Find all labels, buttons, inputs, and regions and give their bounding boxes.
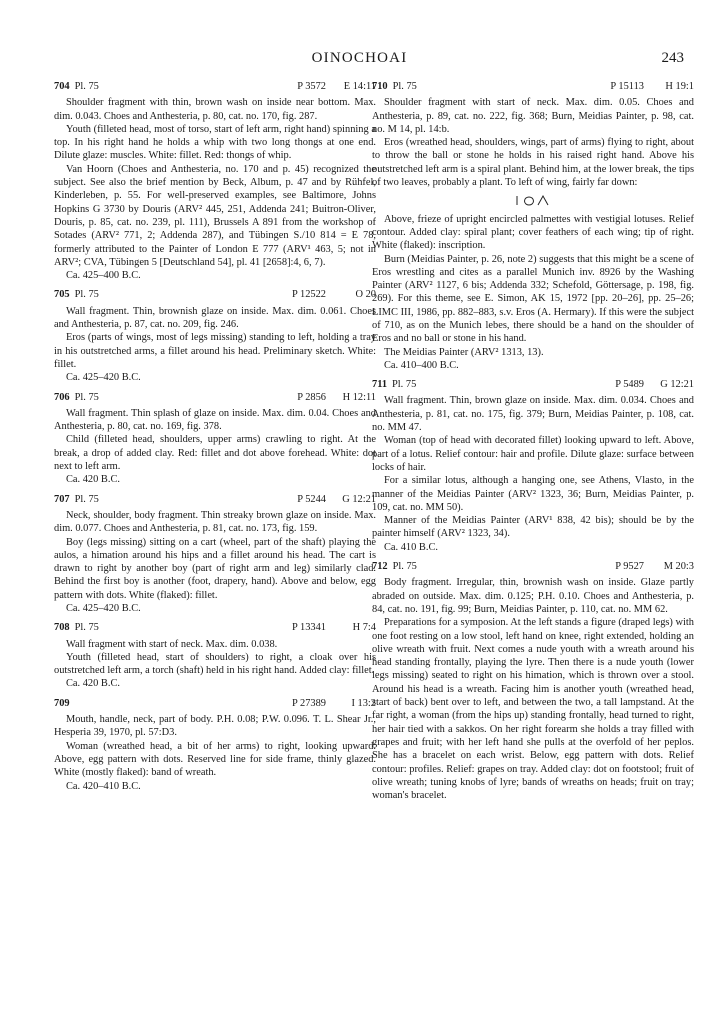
- entry-paragraph: Wall fragment. Thin, brownish glaze on inside. Max. dim. 0.061. Choes and Anthesteria, p. 87, cat. no. 209, fig. 246.: [54, 305, 376, 331]
- entry-date: Ca. 425–420 B.C.: [66, 372, 141, 384]
- entry-number: 712: [372, 561, 388, 573]
- catalog-entry-711: [372, 378, 694, 554]
- catalog-entry-706: [54, 391, 376, 487]
- entry-heading: [54, 80, 376, 93]
- entry-paragraph: Neck, shoulder, body fragment. Thin streaky brown glaze on inside. Max. dim. 0.077. Choes and Anthesteria, p. 81, cat. no. 173, fig. 159.: [54, 509, 376, 535]
- deposit-location: H 7:4: [352, 622, 376, 634]
- entry-paragraph: Preparations for a symposion. At the left stands a figure (draped legs) with one foot resting on a low stool, left hand on knee, right extended, holding an olive wreath with fruit. Next comes a nude youth with a wreath around his head standing frontally, playing the lyre. Then there is a nude youth (lower legs missing) seated to right on his himation, which is thrown over a stool. Around his head is a wreath. Facing him is another youth (wreathed head, start of back) bent over to left, and between the two, a tall lampstand. At the far right, a woman (from the hips up) standing frontally, head turned to right, her hair tied with a sakkos. On her right forearm she holds a tray filled with grapes and fruit; with her left hand she pulls at the overfold of her peplos. She has a bracelet on each wrist. Below, egg pattern with dots. Relief contour: profiles. Relief: grapes on tray. Added clay: dot on footstool; fruit of olive wreath; tuning knobs of lyre; bands of wreaths on heads; fruit on tray; woman's bracelet.: [372, 617, 694, 802]
- entry-paragraph: Youth (filleted head, start of shoulders) to right, a cloak over his outstretched left arm, a torch (shaft) held in his right hand. Added clay: fillet.: [54, 651, 376, 677]
- entry-paragraph: For a similar lotus, although a hanging one, see Athens, Vlasto, in the manner of the Meidias Painter (ARV² 1323, 36; Burn, Meidias Painter, p. 109, cat. no. MM 50).: [372, 475, 694, 513]
- entry-heading: [54, 391, 376, 404]
- entry-paragraph: Above, frieze of upright encircled palmettes with vestigial lotuses. Relief contour. Added clay: spiral plant; cover feathers of each wing; tip of right. White (flaked): inscription.: [372, 213, 694, 252]
- catalog-entry-704: [54, 80, 376, 282]
- right-column: [372, 80, 694, 808]
- plate-ref: Pl. 75: [74, 622, 99, 634]
- entry-number: 705: [54, 289, 70, 301]
- entry-paragraph: Burn (Meidias Painter, p. 26, note 2) suggests that this might be a scene of Eros wrestling and cites as a parallel Munich inv. 8926 by the Washing Painter (ARV² 1127, 6 bis; Addenda 332; Schefold, Göttersage, p. 198, fig. 269). For this theme, see E. Simon, AK 15, 1972 [pp. 20–26], pp. 25–26; LIMC III, 1986, pp. 882–883, s.v. Eros (A. Hermary). If this were the subject of 710, as on the Munich lebes, there should be a hand on the shoulder of Eros and no ball or stone in his hand.: [372, 253, 694, 345]
- inventory-number: P 12522: [292, 289, 326, 301]
- deposit-location: H 19:1: [665, 81, 694, 92]
- plate-ref: Pl. 75: [392, 561, 417, 573]
- entry-heading: [372, 560, 694, 573]
- entry-number: 704: [54, 81, 70, 92]
- entry-number: 710: [372, 81, 388, 92]
- inventory-number: P 15113: [610, 81, 644, 92]
- entry-paragraph: Youth (filleted head, most of torso, start of left arm, right hand) spinning a top. In his right hand he holds a whip with two long thongs at one end. Dilute glaze: muscles. White: fillet. Red: thongs of whip.: [54, 123, 376, 162]
- entry-number: 707: [54, 493, 70, 505]
- plate-ref: Pl. 75: [392, 379, 417, 391]
- entry-paragraph: Wall fragment. Thin, brown glaze on inside. Max. dim. 0.034. Choes and Anthesteria, p. 81, cat. no. 175, fig. 379; Burn, Meidias Painter, p. 108, cat. no. MM 47.: [372, 395, 694, 434]
- entry-paragraph: Wall fragment. Thin splash of glaze on inside. Max. dim. 0.04. Choes and Anthesteria, p. 80, cat. no. 169, fig. 378.: [54, 407, 376, 433]
- plate-ref: Pl. 75: [392, 81, 417, 92]
- deposit-location: E 14:11: [343, 81, 376, 92]
- entry-number: 709: [54, 697, 70, 709]
- running-title: OINOCHOAI: [311, 50, 408, 66]
- entry-date: Ca. 410 B.C.: [384, 541, 438, 553]
- inventory-number: P 3572: [297, 81, 326, 92]
- catalog-entry-710: [372, 80, 694, 372]
- catalog-entry-712: [372, 560, 694, 802]
- entry-date: Ca. 420 B.C.: [66, 474, 120, 486]
- entry-date: Ca. 420–410 B.C.: [66, 780, 141, 792]
- entry-heading: [54, 697, 376, 710]
- entry-paragraph: Eros (parts of wings, most of legs missing) standing to left, holding a tray in his outstretched arms, a fillet around his head. Preliminary sketch. White: fillet.: [54, 332, 376, 370]
- inventory-number: P 5489: [615, 379, 644, 391]
- deposit-location: G 12:21: [660, 379, 694, 391]
- entry-heading: [372, 80, 694, 93]
- entry-paragraph: Van Hoorn (Choes and Anthesteria, no. 170 and p. 45) recognized the subject. See also the brief mention by Beck, Album, p. 47 and by Rühfel, Kinderleben, p. 55. For well-preserved examples, see Baltimore, Johns Hopkins G 3730 by Douris (ARV² 445, 251, Addenda 241; Buitron-Oliver, Douris, p. 85, cat. no. 239, pl. 111), Brussels A 891 from the workshop of Sotades (ARV² 771, 2; Addenda 287), and Tübingen S./10 814 = E 78, formerly attributed to the Painter of London E 777 (ARV¹ 463, 5; not in ARV²; CVA, Tübingen 5 [Deutschland 54], pl. 41 [2658]:4, 6, 7).: [54, 163, 376, 268]
- deposit-location: O 20: [355, 289, 376, 301]
- inventory-number: P 27389: [292, 697, 326, 709]
- plate-ref: Pl. 75: [74, 81, 99, 92]
- entry-paragraph: Child (filleted head, shoulders, upper arms) crawling to right. At the break, a drop of added clay. Red: fillet and dot above forehead. White: dot next to left arm.: [54, 434, 376, 473]
- deposit-location: H 12:11: [342, 391, 376, 403]
- entry-paragraph: Wall fragment with start of neck. Max. dim. 0.038.: [66, 638, 278, 650]
- catalog-entry-705: [54, 288, 376, 384]
- left-column: [54, 80, 376, 799]
- inventory-number: P 9527: [615, 561, 644, 573]
- plate-ref: Pl. 75: [74, 391, 99, 403]
- plate-ref: Pl. 75: [74, 493, 99, 505]
- inventory-number: P 2856: [297, 391, 326, 403]
- page-number: 243: [661, 50, 684, 66]
- catalog-entry-707: [54, 493, 376, 616]
- plate-ref: Pl. 75: [74, 289, 99, 301]
- entry-date: Ca. 410–400 B.C.: [384, 359, 459, 371]
- entry-paragraph: Woman (top of head with decorated fillet) looking upward to left. Above, part of a lotus. Relief contour: hair and profile. Dilute glaze: surface between locks of hair.: [372, 435, 694, 473]
- inventory-number: P 13341: [292, 622, 326, 634]
- entry-paragraph: Shoulder fragment with thin, brown wash on inside near bottom. Max. dim. 0.043. Choes and Anthesteria, p. 80, cat. no. 170, fig. 287.: [54, 97, 376, 122]
- inscription-drawing: [372, 191, 694, 206]
- entry-heading: [54, 621, 376, 634]
- entry-paragraph: Shoulder fragment with start of neck. Max. dim. 0.05. Choes and Anthesteria, p. 89, cat. no. 222, fig. 368; Burn, Meidias Painter, p. 98, cat. no. M 14, pl. 14:b.: [372, 97, 694, 135]
- entry-date: Ca. 420 B.C.: [66, 678, 120, 690]
- entry-paragraph: Woman (wreathed head, a bit of her arms) to right, looking upward. Above, egg pattern with dots. Reserved line for side frame, thinly glazed. White (mostly flaked): band of wreath.: [54, 740, 376, 779]
- catalog-entry-708: [54, 621, 376, 690]
- entry-heading: [54, 288, 376, 301]
- entry-number: 708: [54, 622, 70, 634]
- entry-number: 706: [54, 391, 70, 403]
- entry-heading: [372, 378, 694, 391]
- entry-date: Ca. 425–420 B.C.: [66, 602, 141, 614]
- deposit-location: G 12:21: [342, 493, 376, 505]
- deposit-location: M 20:3: [663, 561, 694, 573]
- inventory-number: P 5244: [297, 493, 326, 505]
- entry-paragraph: Mouth, handle, neck, part of body. P.H. 0.08; P.W. 0.096. T. L. Shear Jr., Hesperia 39, 1970, pl. 57:D3.: [54, 714, 376, 739]
- catalog-entry-709: [54, 697, 376, 793]
- entry-paragraph: Eros (wreathed head, shoulders, wings, part of arms) flying to right, about to throw the ball or stone he holds in his raised right hand. Above his outstretched left arm is a spiral plant. Behind him, at the lower break, the tips of two leaves, probably a plant. To left of wing, fairly far down:: [372, 137, 694, 189]
- deposit-location: I 13:2: [351, 697, 376, 709]
- attribution: Manner of the Meidias Painter (ARV¹ 838, 42 bis); should be by the painter himself (ARV² 1323, 34).: [372, 515, 694, 540]
- attribution: The Meidias Painter (ARV² 1313, 13).: [384, 346, 544, 358]
- entry-paragraph: Boy (legs missing) sitting on a cart (wheel, part of the shaft) playing the aulos, a himation around his hips and a fillet around his head. The cart is drawn to right by another boy (part of right arm and leg) similarly clad. Behind the first boy is another (foot, drapery, hand). Above and below, egg pattern with dots. White (flaked): fillet.: [54, 536, 376, 601]
- entry-paragraph: Body fragment. Irregular, thin, brownish wash on inside. Glaze partly abraded on outside. Max. dim. 0.125; P.H. 0.10. Choes and Anthesteria, p. 84, cat. no. 191, fig. 99; Burn, Meidias Painter, p. 110, cat. no. MM 62.: [372, 577, 694, 615]
- entry-heading: [54, 493, 376, 506]
- page-header: [0, 50, 719, 70]
- inscription-glyphs: [514, 193, 552, 207]
- entry-number: 711: [372, 379, 388, 391]
- entry-date: Ca. 425–400 B.C.: [66, 270, 141, 282]
